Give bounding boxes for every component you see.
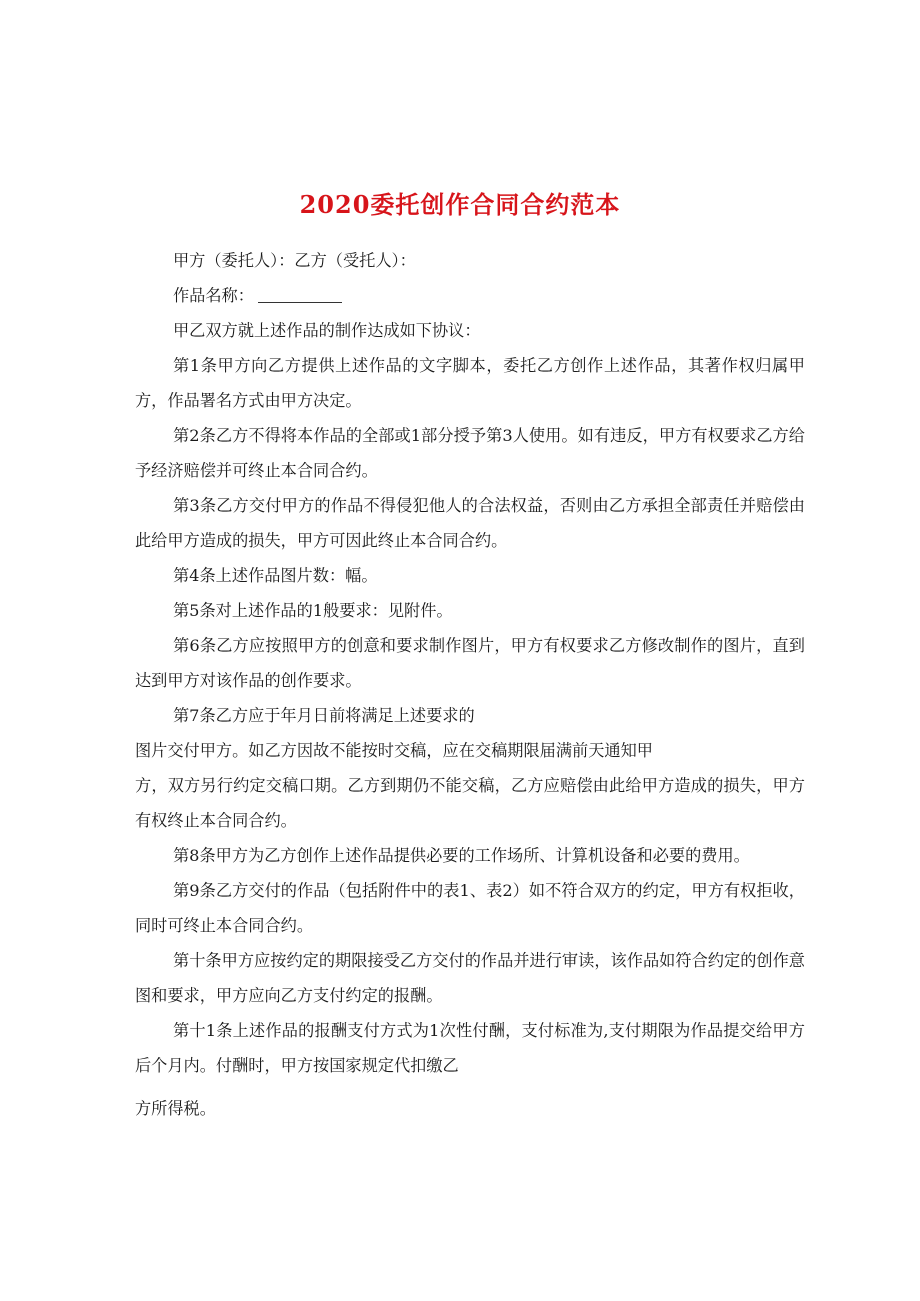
- clause-6: 第6条乙方应按照甲方的创意和要求制作图片，甲方有权要求乙方修改制作的图片，直到达到甲方对该作品的创作要求。: [135, 636, 805, 690]
- clause-10: 第十条甲方应按约定的期限接受乙方交付的作品并进行审读，该作品如符合约定的创作意图和要求，甲方应向乙方支付约定的报酬。: [135, 951, 805, 1005]
- clause-11-end: 方所得税。: [135, 1099, 216, 1118]
- spacer: [135, 1083, 805, 1091]
- document-title: 2020委托创作合同合约范本: [299, 190, 621, 220]
- clause-2: 第2条乙方不得将本作品的全部或1部分授予第3人使用。如有违反，甲方有权要求乙方给予经济赔偿并可终止本合同合约。: [135, 426, 805, 480]
- clause-11: 第十1条上述作品的报酬支付方式为1次性付酬，支付标准为,支付期限为作品提交给甲方后个月内。付酬时，甲方按国家规定代扣缴乙: [135, 1021, 805, 1075]
- clause-9: 第9条乙方交付的作品（包括附件中的表1、表2）如不符合双方的约定，甲方有权拒收，同时可终止本合同合约。: [135, 881, 805, 935]
- clause-7-line-1: 第7条乙方应于年月日前将满足上述要求的: [173, 706, 475, 725]
- work-name-line: [135, 278, 805, 313]
- parties-line: 甲方（委托人）：乙方（受托人）：: [173, 251, 416, 270]
- work-name-blank: [258, 286, 342, 303]
- clause-7-line-3: 方，双方另行约定交稿口期。乙方到期仍不能交稿，乙方应赔偿由此给甲方造成的损失，甲方有权终止本合同合约。: [135, 776, 805, 830]
- intro-line: 甲乙双方就上述作品的制作达成如下协议：: [173, 321, 481, 340]
- clause-4: 第4条上述作品图片数：幅。: [173, 566, 378, 585]
- clause-7-line-2: 图片交付甲方。如乙方因故不能按时交稿，应在交稿期限届满前天通知甲: [135, 741, 653, 760]
- clause-3: 第3条乙方交付甲方的作品不得侵犯他人的合法权益，否则由乙方承担全部责任并赔偿由此给甲方造成的损失，甲方可因此终止本合同合约。: [135, 496, 805, 550]
- clause-8: 第8条甲方为乙方创作上述作品提供必要的工作场所、计算机设备和必要的费用。: [173, 846, 750, 865]
- clause-1: 第1条甲方向乙方提供上述作品的文字脚本，委托乙方创作上述作品，其著作权归属甲方，作品署名方式由甲方决定。: [135, 356, 805, 410]
- clause-5: 第5条对上述作品的1般要求：见附件。: [173, 601, 453, 620]
- work-name-label: 作品名称：: [173, 286, 254, 305]
- document-body: [135, 243, 805, 1126]
